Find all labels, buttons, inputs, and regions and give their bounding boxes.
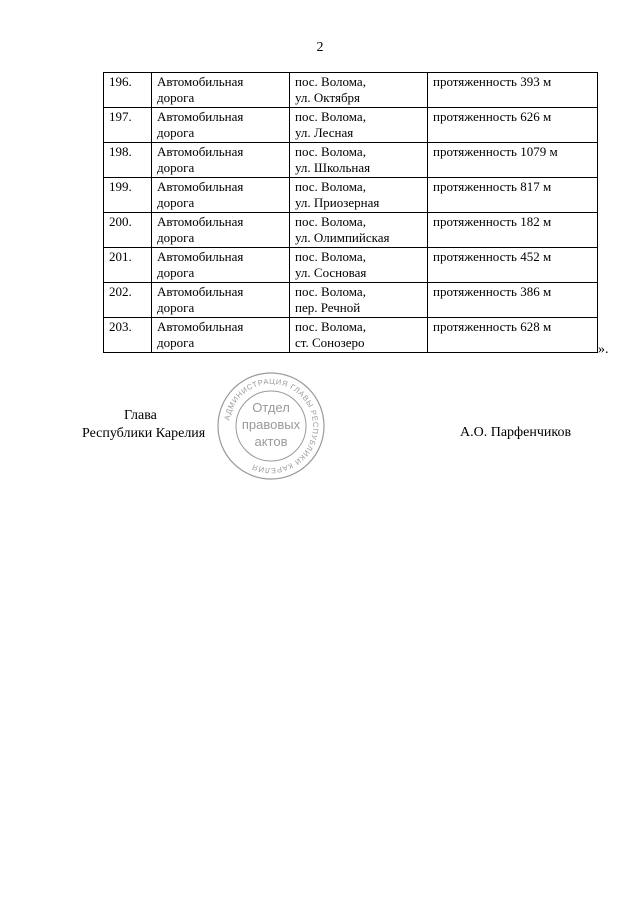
- row-number-cell: [104, 178, 152, 213]
- address-cell: [290, 283, 428, 318]
- row-number-cell-text: 201.: [109, 249, 132, 264]
- row-number-cell-text: 198.: [109, 144, 132, 159]
- length-cell: [428, 213, 598, 248]
- length-cell-text: протяженность 386 м: [433, 284, 552, 299]
- stamp-center-line: актов: [254, 434, 288, 449]
- table-row: [104, 73, 598, 108]
- row-number-cell: [104, 248, 152, 283]
- row-number-cell: [104, 283, 152, 318]
- length-cell-text: протяженность 628 м: [433, 319, 552, 334]
- length-cell-text: протяженность 1079 м: [433, 144, 558, 159]
- length-cell: [428, 143, 598, 178]
- object-type-cell-text: Автомобильная: [157, 74, 244, 89]
- table-row: [104, 318, 598, 353]
- object-type-cell-text: Автомобильная: [157, 214, 244, 229]
- address-cell-text: ст. Сонозеро: [295, 335, 365, 350]
- row-number-cell: [104, 143, 152, 178]
- row-number-cell: [104, 108, 152, 143]
- signature-title: [82, 407, 222, 443]
- object-type-cell-text: Автомобильная: [157, 284, 244, 299]
- address-cell: [290, 213, 428, 248]
- page-number: 2: [316, 40, 324, 55]
- object-type-cell: [152, 73, 290, 108]
- roads-table: [103, 72, 598, 353]
- length-cell-text: протяженность 452 м: [433, 249, 552, 264]
- address-cell: [290, 178, 428, 213]
- closing-quote: ».: [598, 342, 609, 357]
- object-type-cell-text: Автомобильная: [157, 109, 244, 124]
- address-cell-text: пос. Волома,: [295, 319, 366, 334]
- object-type-cell: [152, 318, 290, 353]
- object-type-cell-text: дорога: [157, 195, 195, 210]
- address-cell-text: ул. Октября: [295, 90, 361, 105]
- address-cell: [290, 143, 428, 178]
- table-row: [104, 283, 598, 318]
- table-row: [104, 143, 598, 178]
- stamp-ring-text: АДМИНИСТРАЦИЯ ГЛАВЫ РЕСПУБЛИКИ КАРЕЛИЯ: [222, 376, 321, 476]
- row-number-cell: [104, 73, 152, 108]
- roads-table-body: [104, 73, 598, 353]
- address-cell-text: ул. Олимпийская: [295, 230, 390, 245]
- stamp-center-text: [216, 399, 326, 450]
- object-type-cell-text: Автомобильная: [157, 319, 244, 334]
- signature-title-line2: Республики Карелия: [82, 426, 206, 441]
- object-type-cell-text: дорога: [157, 230, 195, 245]
- object-type-cell: [152, 143, 290, 178]
- table-row: [104, 178, 598, 213]
- object-type-cell-text: дорога: [157, 335, 195, 350]
- address-cell-text: пос. Волома,: [295, 249, 366, 264]
- address-cell-text: пер. Речной: [295, 300, 361, 315]
- object-type-cell: [152, 108, 290, 143]
- row-number-cell-text: 200.: [109, 214, 132, 229]
- object-type-cell-text: дорога: [157, 125, 195, 140]
- row-number-cell-text: 196.: [109, 74, 132, 89]
- object-type-cell-text: дорога: [157, 265, 195, 280]
- department-stamp: [216, 371, 326, 481]
- signatory-name: А.О. Парфенчиков: [460, 425, 572, 440]
- row-number-cell-text: 202.: [109, 284, 132, 299]
- signature-title-line1: Глава: [124, 408, 157, 423]
- table-row: [104, 213, 598, 248]
- address-cell-text: пос. Волома,: [295, 109, 366, 124]
- object-type-cell: [152, 178, 290, 213]
- object-type-cell-text: Автомобильная: [157, 144, 244, 159]
- address-cell-text: пос. Волома,: [295, 74, 366, 89]
- object-type-cell-text: Автомобильная: [157, 179, 244, 194]
- length-cell-text: протяженность 817 м: [433, 179, 552, 194]
- row-number-cell-text: 197.: [109, 109, 132, 124]
- length-cell: [428, 73, 598, 108]
- length-cell-text: протяженность 182 м: [433, 214, 552, 229]
- address-cell-text: пос. Волома,: [295, 179, 366, 194]
- address-cell-text: пос. Волома,: [295, 144, 366, 159]
- address-cell-text: ул. Школьная: [295, 160, 371, 175]
- address-cell: [290, 73, 428, 108]
- length-cell: [428, 318, 598, 353]
- address-cell-text: пос. Волома,: [295, 214, 366, 229]
- row-number-cell: [104, 318, 152, 353]
- stamp-center-line: правовых: [241, 417, 301, 432]
- length-cell: [428, 283, 598, 318]
- length-cell: [428, 248, 598, 283]
- address-cell-text: ул. Приозерная: [295, 195, 380, 210]
- table-row: [104, 248, 598, 283]
- row-number-cell-text: 203.: [109, 319, 132, 334]
- object-type-cell: [152, 283, 290, 318]
- address-cell-text: пос. Волома,: [295, 284, 366, 299]
- address-cell: [290, 108, 428, 143]
- address-cell-text: ул. Сосновая: [295, 265, 367, 280]
- length-cell-text: протяженность 626 м: [433, 109, 552, 124]
- row-number-cell-text: 199.: [109, 179, 132, 194]
- object-type-cell-text: дорога: [157, 300, 195, 315]
- stamp-center-line: Отдел: [252, 400, 290, 415]
- object-type-cell-text: дорога: [157, 160, 195, 175]
- address-cell-text: ул. Лесная: [295, 125, 354, 140]
- row-number-cell: [104, 213, 152, 248]
- length-cell-text: протяженность 393 м: [433, 74, 552, 89]
- object-type-cell-text: Автомобильная: [157, 249, 244, 264]
- length-cell: [428, 178, 598, 213]
- object-type-cell: [152, 213, 290, 248]
- length-cell: [428, 108, 598, 143]
- table-row: [104, 108, 598, 143]
- object-type-cell-text: дорога: [157, 90, 195, 105]
- address-cell: [290, 318, 428, 353]
- object-type-cell: [152, 248, 290, 283]
- address-cell: [290, 248, 428, 283]
